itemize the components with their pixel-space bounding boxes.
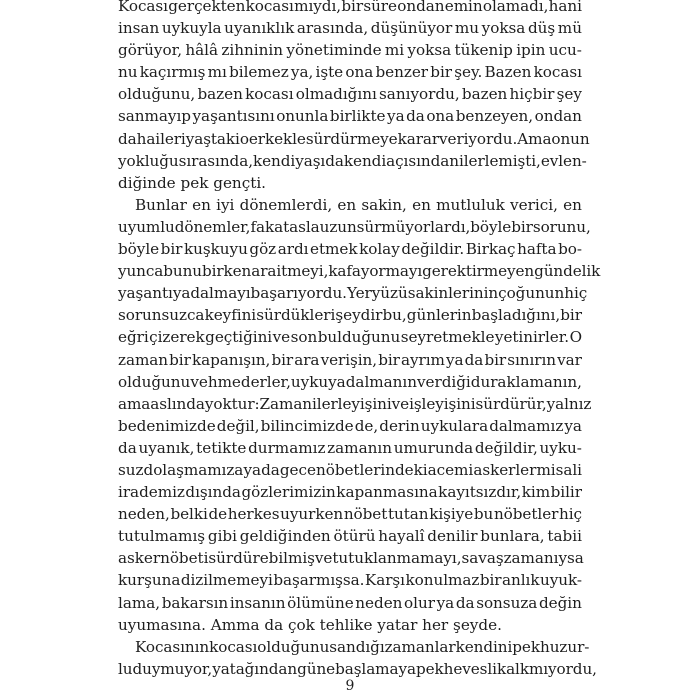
word: hiç [564, 284, 588, 303]
text-line [118, 150, 587, 172]
word: hevesli [443, 659, 497, 678]
word: kenara [223, 262, 277, 281]
word: kuşkuyu [183, 240, 248, 259]
word: ara [294, 350, 320, 369]
word: insanın [229, 593, 286, 612]
word: kendi [343, 151, 387, 170]
text-line [118, 105, 582, 127]
word: pek [512, 637, 540, 656]
word: dönemlerdi, [239, 195, 333, 214]
word: sorunsuzca [118, 306, 205, 325]
word: mü [557, 19, 582, 38]
text-line [118, 547, 582, 569]
word: ucu- [548, 41, 582, 60]
word: yaşantıya [118, 284, 191, 303]
word: süre [363, 0, 397, 15]
word: bakarsın [161, 593, 229, 612]
text-line [118, 658, 597, 680]
word: erkekle [248, 129, 306, 148]
word: ardı [277, 240, 309, 259]
word: sanmayıp [118, 107, 191, 126]
word: uykulara [420, 416, 489, 435]
word: olamadı, [482, 0, 549, 15]
word: sakin, [361, 195, 407, 214]
word: güne [297, 659, 336, 678]
word: kolay [359, 240, 400, 259]
word: uyuk- [539, 571, 582, 590]
word: bu [473, 505, 494, 524]
text-line [118, 437, 582, 459]
text-line: diğinde pek gençti. [118, 173, 267, 192]
word: durmamız [248, 438, 326, 457]
word: böyle [118, 240, 160, 259]
text-line [118, 371, 582, 393]
text-line [118, 525, 582, 547]
word: gözlerimizin [241, 483, 336, 502]
word: sürdürür, [475, 394, 547, 413]
word: da [455, 593, 475, 612]
word: ötürü [333, 527, 376, 546]
word: kendini [455, 637, 513, 656]
word: bir [201, 262, 224, 281]
word: nöbeti [160, 549, 209, 568]
word: uykuyla [161, 19, 222, 38]
word: verici, [510, 195, 558, 214]
word: konulmaz [405, 571, 480, 590]
word: ilerlemişti, [458, 151, 541, 170]
word: aslında [150, 394, 205, 413]
word: değildir. [401, 240, 465, 259]
word: Bazen [484, 63, 532, 82]
word: şeydir [335, 306, 383, 325]
word: tutuklanmamayı, [332, 549, 462, 568]
word: seyretmekle [400, 328, 495, 347]
text-line [118, 61, 582, 83]
word: yunca [118, 262, 164, 281]
word: değil, [216, 416, 260, 435]
word: arasında, [296, 19, 369, 38]
word: savaş [461, 549, 504, 568]
word: başladığını, [471, 306, 561, 325]
word: hayalî [378, 527, 425, 546]
word: ona [345, 63, 374, 82]
word: nöbetler [493, 505, 559, 524]
word: dizilmemeyi [180, 571, 273, 590]
word: sanıyordu, [379, 85, 460, 104]
word: ayrım [400, 350, 445, 369]
word: ona [426, 107, 455, 126]
word: ilerleyişini [312, 394, 392, 413]
word: dalmayı [190, 284, 251, 303]
word: fakat [250, 217, 290, 236]
word: düşünüyor [370, 19, 453, 38]
word: en [192, 195, 211, 214]
word: sırasında, [178, 151, 253, 170]
word: uzun [319, 217, 357, 236]
text-line [118, 238, 582, 260]
word: bir [560, 306, 582, 325]
word: iyi [216, 195, 235, 214]
word: dalmanın [345, 372, 417, 391]
word: sürdükleri [256, 306, 336, 325]
word: nu [118, 63, 138, 82]
word: dönemler, [174, 217, 251, 236]
word: da [325, 151, 344, 170]
word: sürmüyorlardı, [356, 217, 471, 236]
word: yönetiminde [286, 41, 382, 60]
word: ondan [397, 0, 445, 15]
word: ipin [516, 41, 546, 60]
word: işleyişini [409, 394, 476, 413]
word: belki [170, 505, 208, 524]
text-line [118, 304, 582, 326]
word: en [563, 195, 582, 214]
word: vehmederler, [190, 372, 291, 391]
word: kayıtsızdır, [438, 483, 522, 502]
word: da [406, 107, 425, 126]
word: sonsuza [476, 593, 538, 612]
word: kaçırmış [139, 63, 206, 82]
text-line [118, 592, 582, 614]
word: hâlâ [185, 41, 219, 60]
text-line [118, 83, 582, 105]
word: emin [444, 0, 483, 15]
word: da [464, 350, 484, 369]
word: tutan [387, 505, 429, 524]
text-line [118, 636, 590, 658]
word: bulduğunu [317, 328, 401, 347]
text-line [118, 569, 582, 591]
word: gerçekten [168, 0, 246, 15]
word: çoğunun [498, 284, 565, 303]
word: Kocasının [135, 637, 210, 656]
word: o [239, 129, 249, 148]
word: suz [118, 460, 144, 479]
word: mı [207, 63, 227, 82]
word: ve [391, 394, 410, 413]
word: acemi [427, 460, 474, 479]
word: değin [538, 593, 582, 612]
word: yoksa [407, 41, 452, 60]
word: Kocası [118, 0, 168, 15]
word: günlerin [406, 306, 472, 325]
text-line [118, 282, 588, 304]
word: da [118, 438, 137, 457]
word: gerektirmeyen [422, 262, 535, 281]
word: tetikte [196, 438, 247, 457]
word: etmek [310, 240, 358, 259]
word: Karşı [364, 571, 406, 590]
word: yokluğu [118, 151, 179, 170]
word: asker [118, 549, 161, 568]
word: bir [511, 217, 533, 236]
text-line [118, 415, 582, 437]
word: bir [271, 350, 294, 369]
word: yormayı [360, 262, 423, 281]
word: onun [551, 129, 590, 148]
word: olur [404, 593, 435, 612]
word: çizerek [149, 328, 205, 347]
word: tükenip [454, 41, 513, 60]
word: denilir [427, 527, 478, 546]
word: bir [341, 0, 364, 15]
word: geçtiğini [205, 328, 273, 347]
word: tutulmamış [118, 527, 206, 546]
word: herkes [227, 505, 280, 524]
word: en [337, 195, 357, 214]
word: hani [548, 0, 582, 15]
word: bedenimizde [118, 416, 216, 435]
word: Bunlar [135, 195, 187, 214]
word: açısından [386, 151, 459, 170]
word: yetinirler. [494, 328, 570, 347]
text-line [118, 128, 590, 150]
word: mu [454, 19, 480, 38]
word: şey [556, 85, 582, 104]
word: kim [521, 483, 551, 502]
text-line [118, 459, 582, 481]
word: kocası [533, 63, 582, 82]
word: başarmışsa. [273, 571, 365, 590]
word: ya [436, 593, 455, 612]
word: sürdürebilmiş [208, 549, 315, 568]
word: lama, [118, 593, 161, 612]
word: zamanıysa [503, 549, 584, 568]
word: zihninin [221, 41, 284, 60]
word: olduğunu, [118, 85, 196, 104]
word: zaman [118, 350, 169, 369]
word: değildir, [474, 438, 538, 457]
word: ya [387, 107, 405, 126]
word: ama [118, 394, 151, 413]
text-line [118, 216, 591, 238]
word: uykuya [290, 372, 346, 391]
word: nöbetlerindeki [316, 460, 428, 479]
word: göz [249, 240, 277, 259]
word: görüyor, [118, 41, 183, 60]
word: bir [479, 571, 502, 590]
word: benzeyen, [455, 107, 534, 126]
word: kurşuna [118, 571, 181, 590]
word: derin [379, 416, 420, 435]
word: onunla [276, 107, 329, 126]
word: eğri [118, 328, 149, 347]
word: da [261, 460, 280, 479]
word: zamanlar [384, 637, 456, 656]
word: bo- [558, 240, 582, 259]
word: bir [484, 350, 507, 369]
word: bilemez [229, 63, 289, 82]
word: huzur- [540, 637, 590, 656]
word: insan [118, 19, 160, 38]
word: birlikte [329, 107, 386, 126]
word: ya [564, 416, 582, 435]
word: de, [354, 416, 379, 435]
word: böyle [470, 217, 512, 236]
word: O [569, 328, 582, 347]
word: şey. [454, 63, 483, 82]
word: olduğunu [257, 637, 330, 656]
word: bilir [550, 483, 582, 502]
word: ya, [290, 63, 314, 82]
word: verdiği [417, 372, 471, 391]
text-line [118, 349, 582, 371]
word: de [208, 505, 228, 524]
word: Yeryüzü [346, 284, 408, 303]
word: kocası [245, 85, 294, 104]
word: veriyordu. [439, 129, 518, 148]
word: zamanın [327, 438, 392, 457]
word: anlık [501, 571, 540, 590]
word: en [412, 195, 431, 214]
word: kapanmasına [336, 483, 438, 502]
word: işte [315, 63, 344, 82]
word: verişin, [320, 350, 378, 369]
word: bir [430, 63, 453, 82]
word: uyanık, [138, 438, 195, 457]
text-line [118, 17, 582, 39]
word: yaşı [295, 151, 326, 170]
text-line [118, 393, 592, 415]
word: benzer [375, 63, 429, 82]
word: gibi [207, 527, 237, 546]
word: ya [445, 350, 464, 369]
word: nöbet [343, 505, 388, 524]
word: geldiğinden [239, 527, 331, 546]
word: yoktur: [204, 394, 260, 413]
word: olmadığını [295, 85, 377, 104]
word: sandığı [329, 637, 385, 656]
word: kapanışın, [191, 350, 271, 369]
word: sorunu, [532, 217, 591, 236]
word: var [557, 350, 582, 369]
text-line [118, 260, 601, 282]
word: sürdürmeye [305, 129, 398, 148]
word: ölümüne [287, 593, 354, 612]
word: yaştaki [185, 129, 240, 148]
word: uyumlu [118, 217, 175, 236]
word: gündelik [534, 262, 601, 281]
word: dolaşmamıza [143, 460, 244, 479]
word: olduğunu [118, 372, 191, 391]
word: bir [169, 350, 191, 369]
word: başarıyordu. [250, 284, 347, 303]
word: Birkaç [465, 240, 516, 259]
word: ya [243, 460, 261, 479]
word: daha [118, 129, 156, 148]
word: kişiye [429, 505, 474, 524]
text-line [118, 194, 582, 216]
word: Ama [517, 129, 552, 148]
word: bunlara, [480, 527, 545, 546]
word: karar [397, 129, 440, 148]
word: bir [160, 240, 183, 259]
word: ondan [534, 107, 582, 126]
word: mutluluk [436, 195, 505, 214]
word: bazen [197, 85, 243, 104]
word: kocası [209, 637, 258, 656]
word: duymuyor, [132, 659, 213, 678]
word: ve [272, 328, 291, 347]
word: yatağından [212, 659, 298, 678]
word: bu, [382, 306, 407, 325]
word: kocası [245, 0, 294, 15]
text-line [118, 326, 582, 348]
word: başlamaya [335, 659, 416, 678]
word: yalnız [546, 394, 592, 413]
text-line [118, 0, 582, 17]
word: bunu [163, 262, 202, 281]
word: mıydı, [294, 0, 342, 15]
word: son [290, 328, 318, 347]
word: dışında [185, 483, 241, 502]
word: bir [378, 350, 400, 369]
word: duraklamanın, [470, 372, 582, 391]
word: sınırın [507, 350, 557, 369]
word: yoksa [481, 19, 526, 38]
word: düş [527, 19, 556, 38]
word: pek [415, 659, 444, 678]
word: askerler [473, 460, 537, 479]
word: uyurken [280, 505, 344, 524]
word: kafa [328, 262, 361, 281]
word: itmeyi, [276, 262, 329, 281]
word: Zaman [259, 394, 313, 413]
word: kendi [252, 151, 296, 170]
word: hiç [559, 505, 582, 524]
word: asla [289, 217, 320, 236]
word: mi [384, 41, 405, 60]
word: neden, [118, 505, 170, 524]
word: irademiz [118, 483, 185, 502]
word: sakinlerinin [407, 284, 499, 303]
word: dalmamız [489, 416, 564, 435]
word: kalkmıyordu, [496, 659, 597, 678]
word: tabii [547, 527, 582, 546]
text-line [118, 503, 582, 525]
word: neden [355, 593, 403, 612]
word: lu [118, 659, 133, 678]
body-text [118, 0, 601, 680]
text-line [118, 481, 582, 503]
page-number: 9 [345, 678, 355, 694]
text-line [118, 39, 582, 61]
word: bazen [461, 85, 508, 104]
word: gece [279, 460, 316, 479]
word: umurunda [393, 438, 474, 457]
text-line: uyumasına. Amma da çok tehlike yatar her şeyde. [118, 615, 502, 634]
word: hafta [517, 240, 557, 259]
word: hiçbir [509, 85, 555, 104]
word: yaşantısını [192, 107, 275, 126]
word: ve [314, 549, 333, 568]
word: bilincimizde [260, 416, 354, 435]
word: evlen- [540, 151, 587, 170]
word: uyku- [539, 438, 582, 457]
word: uyanıklık [224, 19, 295, 38]
word: keyfini [204, 306, 257, 325]
word: ileri [155, 129, 186, 148]
word: misali [536, 460, 582, 479]
